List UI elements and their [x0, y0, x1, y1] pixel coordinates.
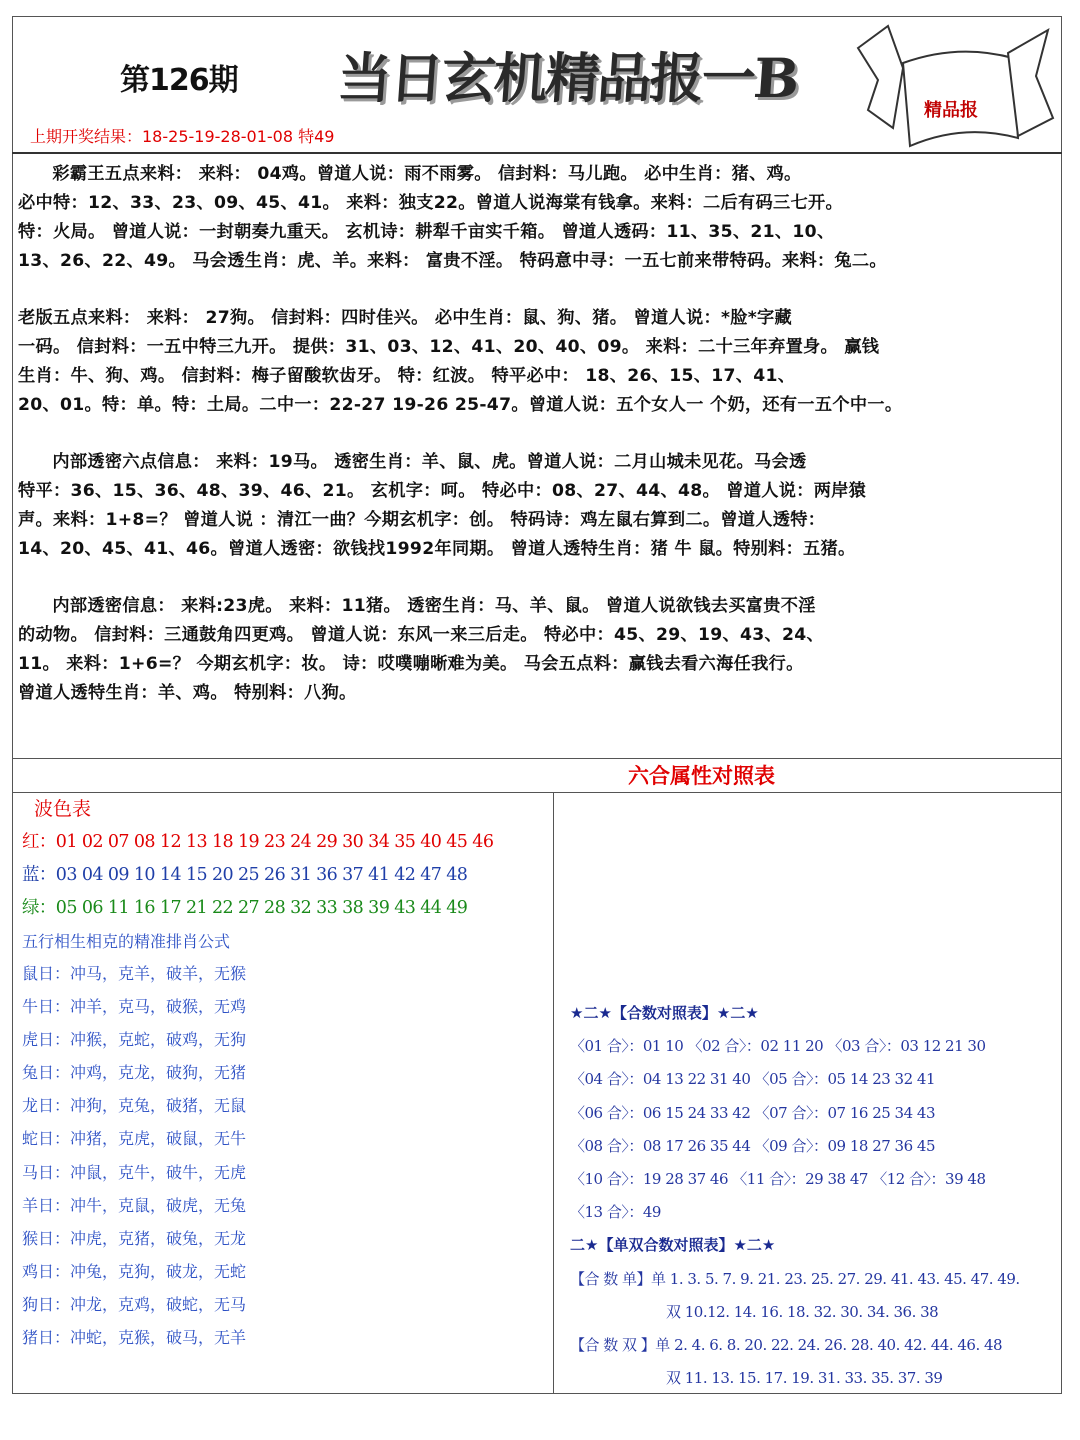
- wave-table-title: 波色表: [34, 798, 92, 820]
- section-laoban: [18, 304, 1060, 420]
- he-row: 〈13 合〉：49: [570, 1203, 661, 1222]
- he-row: 〈10 合〉：19 28 37 46 〈11 合〉：29 38 47 〈12 合〉：39 48: [570, 1170, 986, 1189]
- he-row: 〈01 合〉：01 10 〈02 合〉：02 11 20 〈03 合〉：03 12 21 30: [570, 1037, 986, 1056]
- table-title: 六合属性对照表: [628, 764, 775, 788]
- table-header-divider: [12, 792, 1062, 793]
- zodiac-rule-row: 鼠日：冲马，克羊，破羊，无猴: [22, 964, 247, 983]
- text-line: 11。 来料：1+6=？ 今期玄机字：妆。 诗：哎噗嘣晰难为美。 马会五点料：赢钱去看六海任我行。: [18, 654, 804, 674]
- section-neibu: [18, 592, 1060, 708]
- text-line: 生肖：牛、狗、鸡。 信封料：梅子留酸软齿牙。 特：红波。 特平必中： 18、26、15、17、41、: [18, 366, 796, 386]
- text-line: 的动物。 信封料：三通鼓角四更鸡。 曾道人说：东风一来三后走。 特必中：45、29、19、43、24、: [18, 625, 824, 645]
- column-divider: [553, 793, 554, 1394]
- dan-shuang-row: 【合 数 双 】单 2. 4. 6. 8. 20. 22. 24. 26. 28. 40. 42. 44. 46. 48: [570, 1336, 1003, 1355]
- banner-ribbon-icon: [848, 18, 1058, 148]
- text-line: 声。来料：1+8=？ 曾道人说 ：清江一曲？今期玄机字：创。 特码诗：鸡左鼠右算到二。曾道人透特：: [18, 510, 826, 530]
- formula-title: 五行相生相克的精准排肖公式: [22, 932, 231, 951]
- text-line: 13、26、22、49。 马会透生肖：虎、羊。来料： 富贵不淫。 特码意中寻：一五七前来带特码。来料：兔二。: [18, 251, 887, 271]
- dan-shuang-row: 双 11. 13. 15. 17. 19. 31. 33. 35. 37. 39: [666, 1369, 943, 1388]
- zodiac-rule-row: 兔日：冲鸡，克龙，破狗，无猪: [22, 1063, 247, 1083]
- text-line: 20、01。特：单。特：土局。二中一：22-27 19-26 25-47。曾道人说：五个女人一 个奶，还有一五个中一。: [18, 395, 903, 415]
- header-divider: [12, 152, 1062, 154]
- last-result: 上期开奖结果：18-25-19-28-01-08 特49: [30, 127, 335, 146]
- text-line: 特：火局。 曾道人说：一封朝奏九重天。 玄机诗：耕犁千亩实千箱。 曾道人透码：11、35、21、10、: [18, 222, 835, 242]
- text-line: 特平：36、15、36、48、39、46、21。 玄机字：呵。 特必中：08、27、44、48。 曾道人说：两岸猿: [18, 481, 867, 501]
- zodiac-rule-row: 猪日：冲蛇，克猴，破马，无羊: [22, 1328, 247, 1348]
- he-number-panel: [570, 997, 1050, 1395]
- he-row: 〈08 合〉：08 17 26 35 44 〈09 合〉：09 18 27 36 45: [570, 1136, 935, 1155]
- text-line: 一码。 信封料：一五中特三九开。 提供：31、03、12、41、20、40、09。 来料：二十三年弃置身。 赢钱: [18, 337, 880, 357]
- issue-number: 第126期: [120, 63, 238, 98]
- text-line: 曾道人透特生肖：羊、鸡。 特别料：八狗。: [18, 683, 357, 703]
- zodiac-rule-row: 蛇日：冲猪，克虎，破鼠，无牛: [22, 1129, 247, 1149]
- text-line: 老版五点来料： 来料： 27狗。 信封料：四时佳兴。 必中生肖：鼠、狗、猪。 曾道人说：*脸*字藏: [18, 308, 793, 328]
- wave-red-row: 红：01 02 07 08 12 13 18 19 23 24 29 30 34 35 40 45 46: [22, 832, 494, 852]
- text-line: 彩霸王五点来料： 来料： 04鸡。曾道人说：雨不雨雾。 信封料：马儿跑。 必中生肖：猪、鸡。: [52, 164, 802, 184]
- text-line: 内部透密六点信息： 来料：19马。 透密生肖：羊、鼠、虎。曾道人说：二月山城未见花。马会透: [52, 452, 807, 472]
- zodiac-rule-row: 狗日：冲龙，克鸡，破蛇，无马: [22, 1294, 247, 1314]
- zodiac-rule-row: 牛日：冲羊，克马，破猴，无鸡: [22, 997, 247, 1017]
- zodiac-rule-row: 虎日：冲猴，克蛇，破鸡，无狗: [22, 1030, 247, 1050]
- he-row: 〈06 合〉：06 15 24 33 42 〈07 合〉：07 16 25 34 43: [570, 1103, 935, 1122]
- zodiac-rule-row: 马日：冲鼠，克牛，破牛，无虎: [22, 1162, 247, 1182]
- wave-green-row: 绿：05 06 11 16 17 21 22 27 28 32 33 38 39 43 44 49: [22, 898, 468, 918]
- zodiac-rule-row: 羊日：冲牛，克鼠，破虎，无兔: [22, 1195, 247, 1215]
- zodiac-rule-row: 龙日：冲狗，克兔，破猪，无鼠: [22, 1096, 247, 1116]
- text-line: 必中特：12、33、23、09、45、41。 来料：独支22。曾道人说海棠有钱拿。来料：二后有码三七开。: [18, 193, 843, 213]
- banner-label: 精品报: [924, 100, 978, 121]
- wave-blue-row: 蓝：03 04 09 10 14 15 20 25 26 31 36 37 41 42 47 48: [22, 865, 468, 885]
- text-line: 内部透密信息： 来料:23虎。 来料：11猪。 透密生肖：马、羊、鼠。 曾道人说欲钱去买富贵不淫: [52, 596, 816, 616]
- page-title: 当日玄机精品报一B: [335, 46, 800, 110]
- dan-shuang-row: 双 10.12. 14. 16. 18. 32. 30. 34. 36. 38: [666, 1302, 939, 1321]
- dan-shuang-row: 【合 数 单】单 1. 3. 5. 7. 9. 21. 23. 25. 27. 29. 41. 43. 45. 47. 49.: [570, 1269, 1020, 1288]
- wave-color-panel: [22, 796, 547, 1354]
- zodiac-rule-row: 猴日：冲虎，克猪，破兔，无龙: [22, 1228, 247, 1248]
- text-line: 14、20、45、41、46。曾道人透密：欲钱找1992年同期。 曾道人透特生肖：猪 牛 鼠。特别料：五猪。: [18, 539, 856, 559]
- main-content: [18, 160, 1060, 736]
- he-table-title: ★二★【合数对照表】★二★: [570, 1004, 759, 1022]
- he-row: 〈04 合〉：04 13 22 31 40 〈05 合〉：05 14 23 32 41: [570, 1070, 935, 1089]
- section-divider: [12, 758, 1062, 759]
- section-neibu-six: [18, 448, 1060, 564]
- zodiac-rule-row: 鸡日：冲兔，克狗，破龙，无蛇: [22, 1261, 247, 1281]
- section-caibawang: [18, 160, 1060, 276]
- dan-shuang-table-title: 二★【单双合数对照表】★二★: [570, 1236, 776, 1255]
